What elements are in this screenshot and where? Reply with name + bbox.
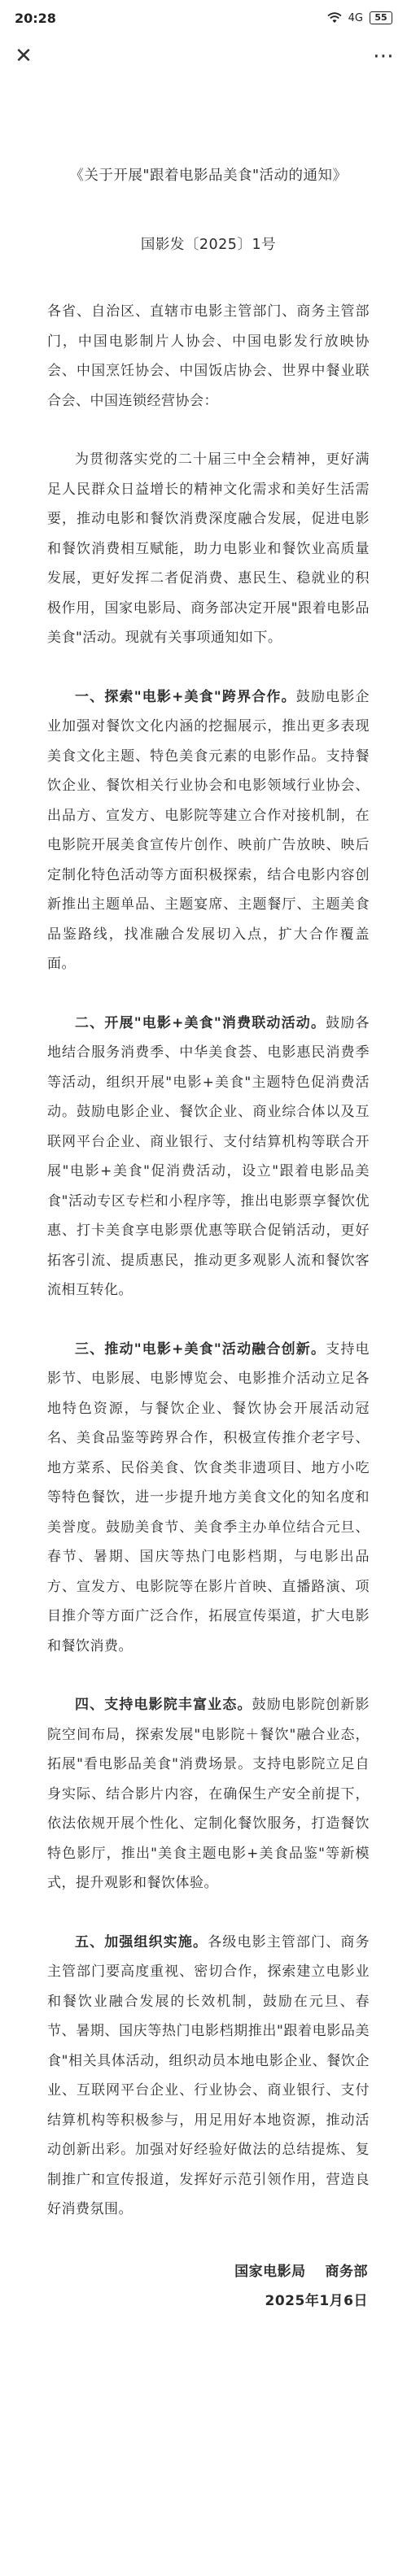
section-2-body: 鼓励各地结合服务消费季、中华美食荟、电影惠民消费季等活动，组织开展"电影+美食"主题特色促消费活动。鼓励电影企业、餐饮企业、商业综合体以及互联网平台企业、商业银行、支付结算机构等联合开展"电影+美食"促消费活动，设立"跟着电影品美食"活动专区专栏和小程序等，推出电影票享餐饮优惠、打卡美食享电影票优惠等联合促销活动，更好拓客引流、提质惠民，推动更多观影人流和餐饮客流相互转化。 [47, 1014, 370, 1298]
battery-icon: 55 [370, 11, 392, 24]
section-5 [47, 1928, 370, 2225]
network-indicator: 4G [348, 11, 363, 24]
signatories: 国家电影局 商务部 [234, 2263, 368, 2280]
status-icons [327, 11, 392, 24]
section-1-body: 鼓励电影企业加强对餐饮文化内涵的挖掘展示，推出更多表现美食文化主题、特色美食元素的电影作品。支持餐饮企业、餐饮相关行业协会和电影领域行业协会、出品方、宣发方、电影院等建立合作对接机制，在电影院开展美食宣传片创作、映前广告放映、映后定制化特色活动等方面积极探索，结合电影内容创新推出主题单品、主题宴席、主题餐厅、主题美食品鉴路线，找准融合发展切入点，扩大合作覆盖面。 [47, 688, 370, 972]
more-dots-icon[interactable]: ⋯ [373, 44, 394, 68]
wifi-icon [327, 12, 342, 24]
nav-bar [0, 36, 407, 76]
status-bar [0, 0, 407, 36]
section-4-body: 鼓励电影院创新影院空间布局，探索发展"电影院＋餐饮"融合业态，拓展"看电影品美食"消费场景。支持电影院立足自身实际、结合影片内容，在确保生产安全前提下，依法依规开展个性化、定制化餐饮服务，打造餐饮特色影厅，推出"美食主题电影+美食品鉴"等新模式，提升观影和餐饮体验。 [47, 1697, 370, 1891]
section-5-heading: 五、加强组织实施。 [75, 1933, 208, 1951]
section-3-body: 支持电影节、电影展、电影博览会、电影推介活动立足各地特色资源，与餐饮企业、餐饮协会开展活动冠名、美食品鉴等跨界合作，积极宣传推介老字号、地方菜系、民俗美食、饮食类非遗项目、地方小吃等特色餐饮，进一步提升地方美食文化的知名度和美誉度。鼓励美食节、美食季主办单位结合元旦、春节、暑期、国庆等热门电影档期，与电影出品方、宣发方、电影院等在影片首映、直播路演、项目推介等方面广泛合作，拓展宣传渠道，扩大电影和餐饮消费。 [47, 1340, 370, 1654]
section-4-heading: 四、支持电影院丰富业态。 [75, 1697, 252, 1713]
section-2-heading: 二、开展"电影+美食"消费联动活动。 [75, 1014, 326, 1031]
section-1-heading: 一、探索"电影+美食"跨界合作。 [75, 688, 296, 705]
intro-paragraph: 为贯彻落实党的二十届三中全会精神，更好满足人民群众日益增长的精神文化需求和美好生活需要，推动电影和餐饮消费深度融合发展，促进电影和餐饮消费相互赋能，助力电影业和餐饮业高质量发展，更好发挥二者促消费、惠民生、稳就业的积极作用，国家电影局、商务部决定开展"跟着电影品美食"活动。现就有关事项通知如下。 [47, 451, 370, 646]
close-icon[interactable]: ✕ [15, 44, 33, 68]
section-3-heading: 三、推动"电影+美食"活动融合创新。 [75, 1340, 326, 1358]
issue-date: 2025年1月6日 [265, 2293, 368, 2309]
recipients-paragraph: 各省、自治区、直辖市电影主管部门、商务主管部门，中国电影制片人协会、中国电影发行放映协会、中国烹饪协会、中国饭店协会、世界中餐业联合会、中国连锁经营协会： [47, 303, 370, 409]
section-3 [47, 1335, 370, 1662]
document-title: 《关于开展"跟着电影品美食"活动的通知》 [69, 168, 348, 184]
section-5-body: 各级电影主管部门、商务主管部门要高度重视、密切合作，探索建立电影业和餐饮业融合发展的长效机制，鼓励在元旦、春节、暑期、国庆等热门电影档期推出"跟着电影品美食"相关具体活动，组织动员本地电影企业、餐饮企业、互联网平台企业、行业协会、商业银行、支付结算机构等积极参与，用足用好本地资源，推动活动创新出彩。加强对好经验好做法的总结提炼、复制推广和宣传报道，发挥好示范引领作用，营造良好消费氛围。 [47, 1933, 370, 2217]
document-number: 国影发〔2025〕1号 [140, 236, 277, 253]
section-1 [47, 682, 370, 979]
document-body [0, 161, 407, 2317]
section-2 [47, 1009, 370, 1305]
clock: 20:28 [15, 10, 56, 26]
section-4 [47, 1690, 370, 1898]
